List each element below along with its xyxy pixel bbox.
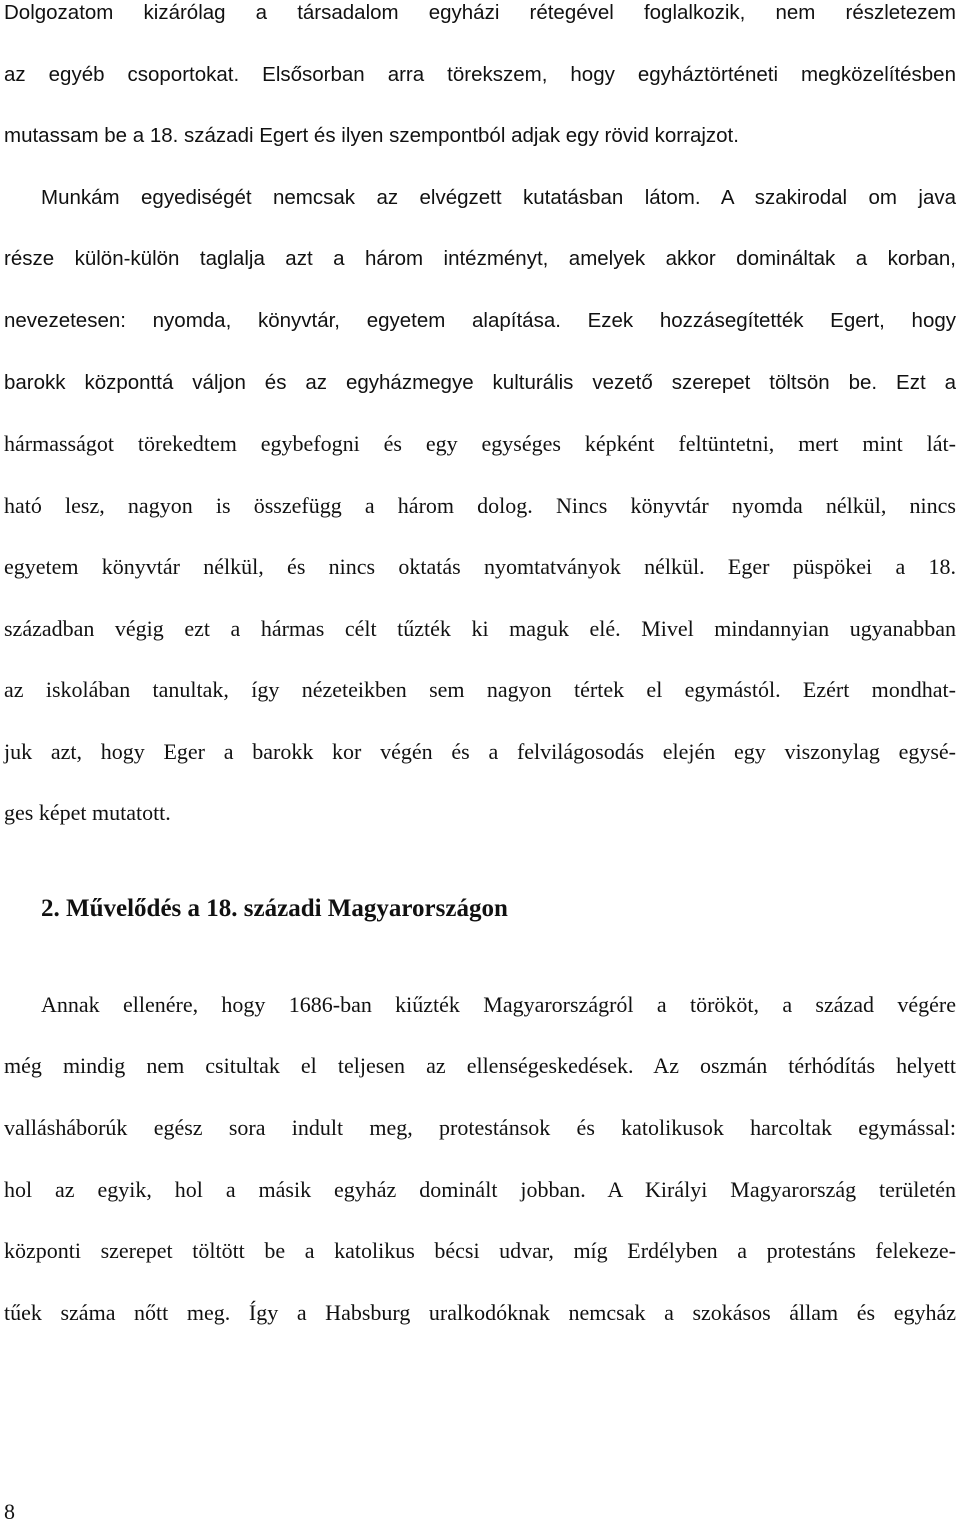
- text-line: nevezetesen: nyomda, könyvtár, egyetem alapítása. Ezek hozzásegítették Egert, hogy: [4, 309, 956, 332]
- text-line: még mindig nem csitultak el teljesen az ellenségeskedések. Az oszmán térhódítás helyett: [4, 1053, 956, 1078]
- text-line: az iskolában tanultak, így nézeteikben sem nagyon tértek el egymástól. Ezért mondhat-: [4, 677, 956, 702]
- text-line: egyetem könyvtár nélkül, és nincs oktatás nyomtatványok nélkül. Eger püspökei a 18.: [4, 554, 956, 579]
- text-line: században végig ezt a hármas célt tűzték ki maguk elé. Mivel mindannyian ugyanabban: [4, 616, 956, 641]
- text-line: ható lesz, nagyon is összefügg a három dolog. Nincs könyvtár nyomda nélkül, nincs: [4, 493, 956, 518]
- text-line: központi szerepet töltött be a katolikus bécsi udvar, míg Erdélyben a protestáns felekeze-: [4, 1238, 956, 1263]
- text-line: hol az egyik, hol a másik egyház dominált jobban. A Királyi Magyarország területén: [4, 1177, 956, 1202]
- page-number: 8: [4, 1499, 15, 1524]
- text-line: vallásháborúk egész sora indult meg, protestánsok és katolikusok harcoltak egymással:: [4, 1115, 956, 1140]
- text-line: Annak ellenére, hogy 1686-ban kiűzték Magyarországról a törököt, a század végére: [41, 992, 956, 1017]
- section-heading: 2. Művelődés a 18. századi Magyarországon: [41, 895, 508, 922]
- text-line: része külön-külön taglalja azt a három intézményt, amelyek akkor domináltak a korban,: [4, 247, 956, 270]
- text-line: tűek száma nőtt meg. Így a Habsburg uralkodóknak nemcsak a szokásos állam és egyház: [4, 1300, 956, 1325]
- text-line: barokk központtá váljon és az egyházmegye kulturális vezető szerepet töltsön be. Ezt a: [4, 371, 956, 394]
- text-line: Munkám egyediségét nemcsak az elvégzett kutatásban látom. A szakirodal om java: [41, 186, 956, 209]
- text-line: hármasságot törekedtem egybefogni és egy egységes képként feltüntetni, mert mint lát-: [4, 431, 956, 456]
- text-line: az egyéb csoportokat. Elsősorban arra törekszem, hogy egyháztörténeti megközelítésben: [4, 63, 956, 86]
- text-line: juk azt, hogy Eger a barokk kor végén és a felvilágosodás elején egy viszonylag egysé-: [4, 739, 956, 764]
- text-line: mutassam be a 18. századi Egert és ilyen szempontból adjak egy rövid korrajzot.: [4, 124, 739, 147]
- text-line: Dolgozatom kizárólag a társadalom egyházi rétegével foglalkozik, nem részletezem: [4, 1, 956, 24]
- text-line: ges képet mutatott.: [4, 800, 171, 825]
